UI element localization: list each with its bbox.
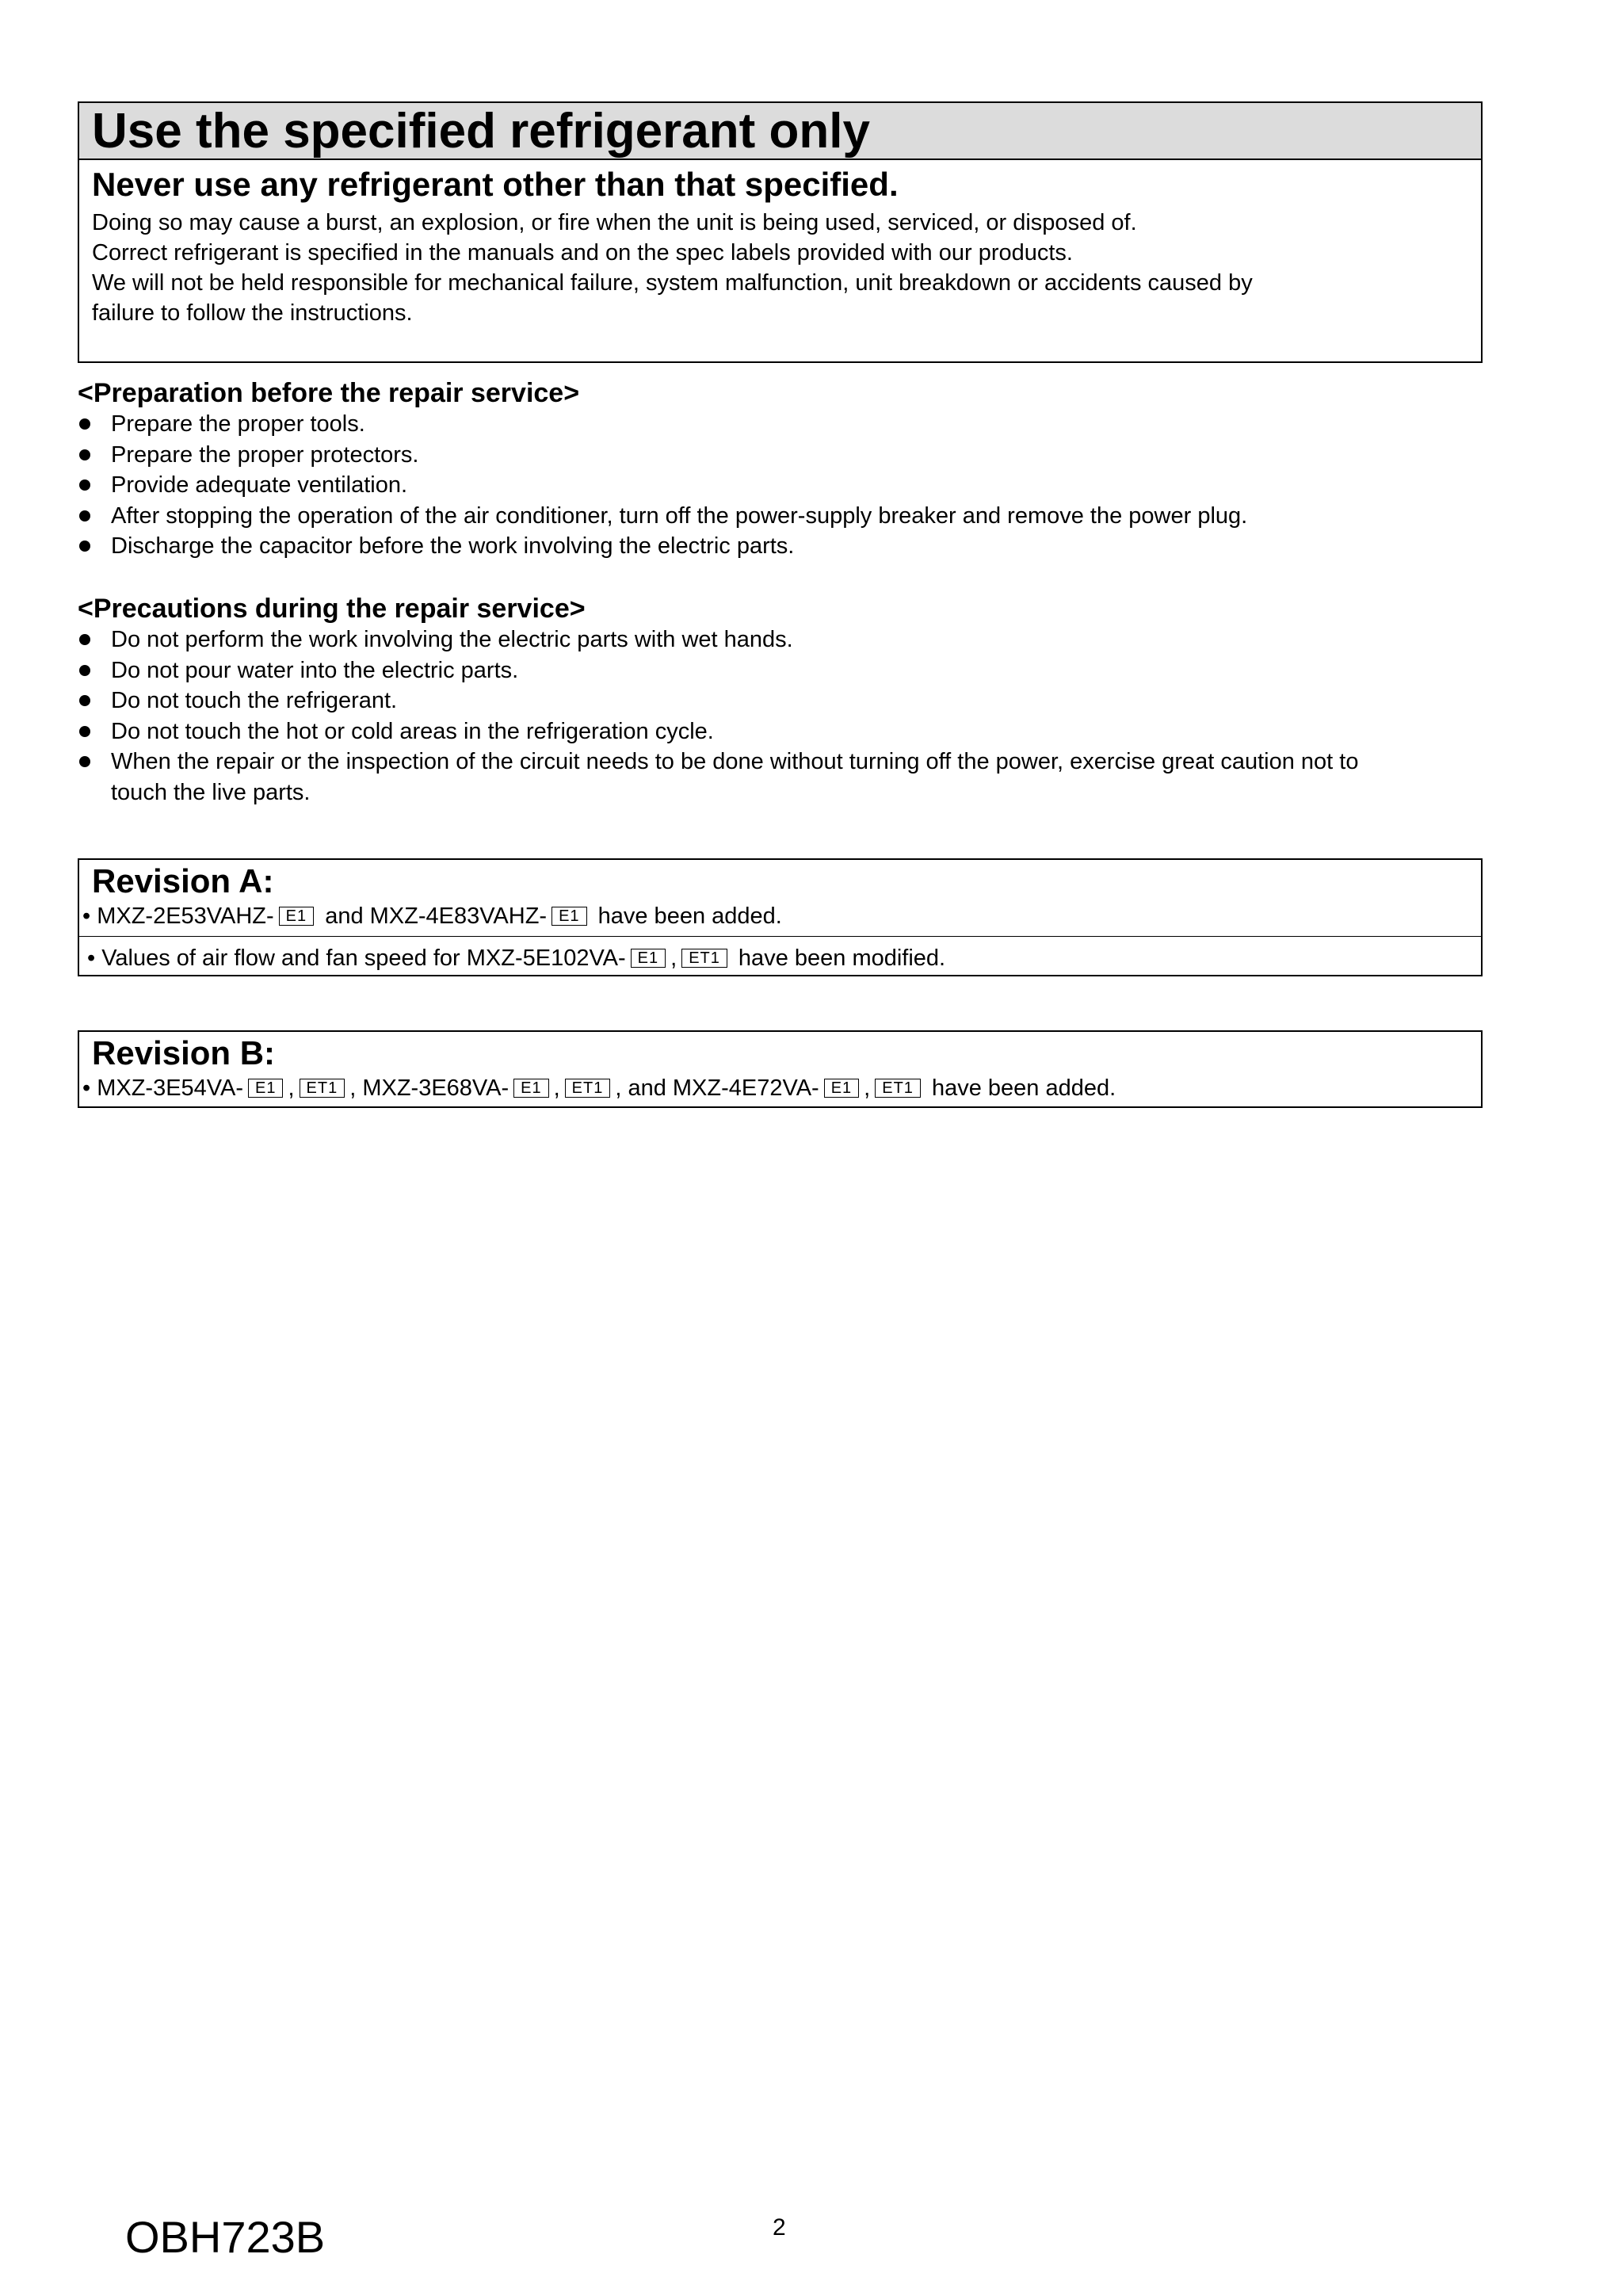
list-item-text: Prepare the proper protectors. [111, 441, 419, 468]
list-item [78, 470, 1504, 501]
preparation-heading: <Preparation before the repair service> [78, 378, 580, 408]
list-item-text: Discharge the capacitor before the work involving the electric parts. [111, 533, 795, 559]
precautions-section [78, 593, 1504, 808]
list-item-text: Do not perform the work involving the electric parts with wet hands. [111, 627, 793, 652]
list-item [78, 686, 1504, 716]
list-item-text: Do not touch the hot or cold areas in the refrigeration cycle. [111, 718, 714, 744]
bullet-icon [79, 479, 90, 491]
list-item [78, 716, 1504, 747]
list-item-text: Provide adequate ventilation. [111, 472, 408, 498]
preparation-list [78, 409, 1504, 562]
bullet-icon [79, 756, 90, 767]
warning-line: failure to follow the instructions. [92, 300, 413, 326]
list-item [78, 409, 1504, 440]
list-item [78, 440, 1504, 471]
revision-text: • Values of air flow and fan speed for MXZ-5E102VA- [87, 946, 626, 971]
revision-b-title: Revision B: [92, 1034, 276, 1072]
revision-a-title: Revision A: [92, 862, 274, 900]
model-suffix-tag: E1 [279, 907, 314, 926]
revision-text: have been added. [591, 904, 782, 929]
revision-b-box [78, 1030, 1483, 1108]
bullet-icon [79, 541, 90, 552]
precautions-list [78, 625, 1504, 808]
model-suffix-tag: ET1 [300, 1079, 345, 1098]
bullet-icon [79, 634, 90, 645]
model-suffix-tag: ET1 [875, 1079, 921, 1098]
list-item [78, 625, 1504, 655]
revision-text: , [670, 946, 677, 971]
revision-a-box [78, 858, 1483, 976]
list-item [78, 531, 1504, 562]
warning-body [79, 160, 1481, 328]
list-item-text: Do not touch the refrigerant. [111, 688, 398, 713]
revision-text: , [288, 1075, 295, 1101]
bullet-icon [79, 695, 90, 706]
revision-text: have been added. [925, 1075, 1116, 1101]
model-suffix-tag: E1 [513, 1079, 548, 1098]
warning-line: We will not be held responsible for mechanical failure, system malfunction, unit breakdown or accidents caused by [92, 270, 1253, 296]
preparation-section [78, 377, 1504, 562]
precautions-heading: <Precautions during the repair service> [78, 594, 586, 624]
bullet-icon [79, 510, 90, 521]
revision-text: • MXZ-3E54VA- [82, 1075, 243, 1101]
revision-text: , MXZ-3E68VA- [349, 1075, 509, 1101]
revision-text: have been modified. [731, 946, 946, 971]
revision-text: • MXZ-2E53VAHZ- [82, 904, 274, 929]
bullet-icon [79, 726, 90, 737]
revision-a-line-1 [79, 901, 1481, 931]
bullet-icon [79, 665, 90, 676]
revision-text: and MXZ-4E83VAHZ- [319, 904, 548, 929]
bullet-icon [79, 418, 90, 430]
document-code: OBH723B [125, 2212, 326, 2262]
list-item-text: After stopping the operation of the air conditioner, turn off the power-supply breaker and remove the power plug. [111, 502, 1248, 529]
warning-header [79, 103, 1481, 160]
list-item-text: Prepare the proper tools. [111, 411, 365, 437]
list-item-text: When the repair or the inspection of the circuit needs to be done without turning off the power, exercise great caution not to [111, 749, 1359, 774]
warning-line: Doing so may cause a burst, an explosion, or fire when the unit is being used, serviced, or disposed of. [92, 210, 1137, 235]
list-item-text: Do not pour water into the electric parts. [111, 657, 519, 683]
model-suffix-tag: E1 [824, 1079, 859, 1098]
revision-text: , [553, 1075, 560, 1101]
bullet-icon [79, 449, 90, 460]
model-suffix-tag: E1 [248, 1079, 283, 1098]
list-item [78, 501, 1504, 532]
revision-text: , and MXZ-4E72VA- [615, 1075, 819, 1101]
revision-a-line-2 [79, 937, 1481, 973]
list-item-text-continued: touch the live parts. [111, 779, 311, 805]
model-suffix-tag: E1 [551, 907, 586, 926]
revision-text: , [864, 1075, 871, 1101]
warning-box [78, 101, 1483, 363]
warning-line: Correct refrigerant is specified in the manuals and on the spec labels provided with our products. [92, 240, 1073, 266]
model-suffix-tag: E1 [631, 949, 666, 968]
warning-subtitle: Never use any refrigerant other than that specified. [92, 166, 899, 203]
list-item [78, 747, 1504, 808]
revision-b-line-1 [79, 1073, 1481, 1103]
model-suffix-tag: ET1 [681, 949, 727, 968]
warning-title: Use the specified refrigerant only [92, 104, 870, 159]
page-number: 2 [773, 2214, 786, 2241]
model-suffix-tag: ET1 [565, 1079, 611, 1098]
list-item [78, 655, 1504, 686]
